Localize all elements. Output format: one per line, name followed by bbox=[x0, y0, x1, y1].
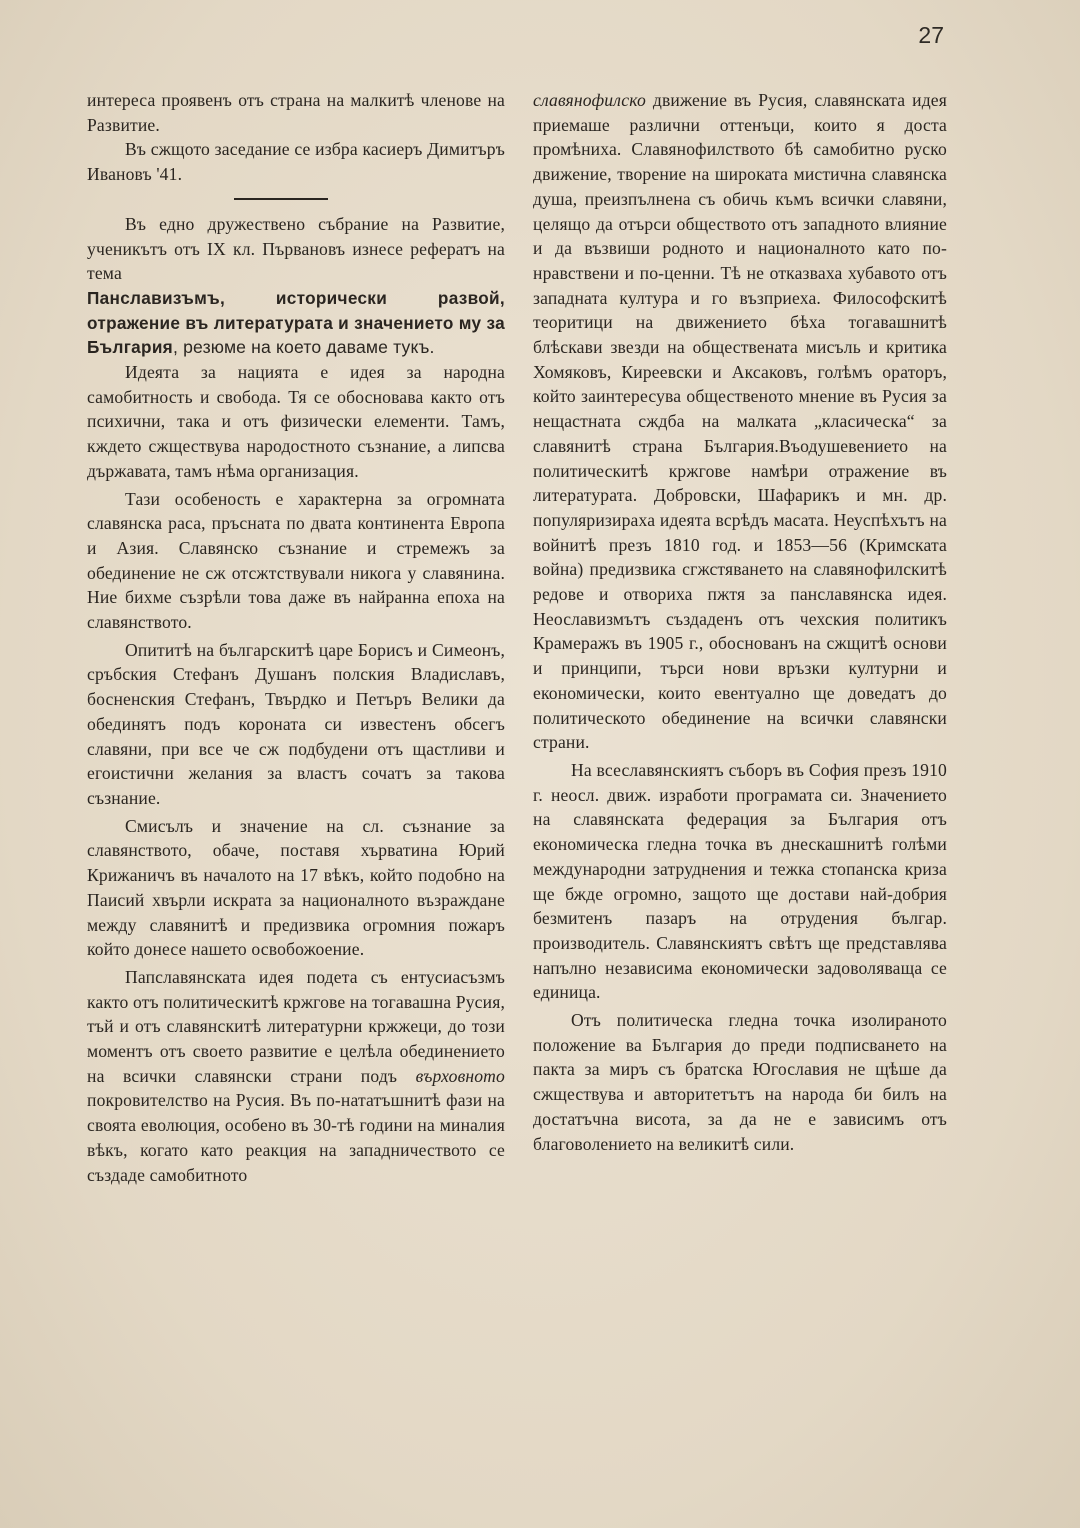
paragraph-political-view: Отъ политическа гледна точка изолираното положение ва България до преди подписването на пакта за миръ съ братска Югославия не щѣше да сжществува и авторитетътъ на народа би билъ на достатъчна висота, за да не е зависимъ отъ благоволението на великитѣ сили. bbox=[533, 1010, 947, 1154]
page-number: 27 bbox=[918, 22, 944, 48]
paragraph-nation-idea: Идеята за нацията е идея за народна самобитность и свобода. Тя се обосновава както отъ психични, така и отъ физически елементи. Тамъ, кждето сжществува народостното съзнание, а липсва държавата, тамъ нѣма организация. bbox=[87, 362, 505, 481]
emphasis-text: върховното bbox=[415, 1065, 505, 1086]
paragraph-sofia-congress: На всеславянскиятъ съборъ въ София презъ 1910 г. неосл. движ. изработи програмата си. Значението на славянската федерация за България отъ економическа гледна точка въ днескашнитѣ голѣми международни затруднения и тежка стопанска криза ще бжде огромно, защото ще достави най-добрия безмитенъ пазаръ на отрудения българ. производитель. Славянскиятъ свѣтъ ще представлява напълно независима економически задоволяваща се единица. bbox=[533, 759, 947, 1003]
paragraph-krizhanich: Смисълъ и значение на сл. съзнание за славянството, обаче, поставя хърватина Юрий Крижаничъ въ началото на 17 вѣкъ, който подобно на Паисий хвърли искрата за националното възраждане между славянитѣ и предизвика огромния пожаръ който донесе нашето освобожоение. bbox=[87, 815, 505, 960]
text-run: движение въ Русия, славянската идея приемаше различни оттенъци, които я доста промѣниха. Славянофилството бѣ самобитно руско движение, творение на широката мистична славянска душа, преизпълнена съ обичь къмъ всички славяни, целящо да отърси обществото отъ западното влияние и да възвиши родното и националното като по-нравствени и по-ценни. Тѣ не отказваха хубавото отъ западната култура и го възприеха. Философскитѣ теоритици на движението бѣха тогавашнитѣ блѣскави звезди на обществената мисъль и критика Хомяковъ, Киреевски и Аксаковъ, голѣмъ ораторъ, който заинтересува общественото мнение въ Русия за нещастната сждба на малката „класическа“ за славянитѣ страна България.Въодушевението на политическитѣ кржгове намѣри отражение въ литературата. Добровски, Шафарикъ и мн. др. популяризираха идеята всрѣдъ масата. Неуспѣхътъ на войнитѣ презъ 1810 год. и 1853—56 (Кримската война) предизвика сгжстяването на славянофилскитѣ редове и отвориха пжтя за панславянска идея. Неославизмътъ създаденъ отъ чехския политикъ Крамеражъ въ 1905 г., обоснованъ на сжщитѣ основи и принципи, търси нови връзки културни и економически, които евентуално ще доведатъ до политическото обединение на всички славянски страни. bbox=[533, 90, 947, 753]
text-run: покровителство на Русия. Въ по-нататъшнитѣ фази на своята еволюция, особено въ 30-тѣ години на миналия вѣкъ, когато като реакция на западничеството се създаде самобитното bbox=[87, 1090, 505, 1185]
paragraph-cashier-election: Въ сжщото заседание се избра касиеръ Димитъръ Ивановъ '41. bbox=[87, 139, 505, 185]
text-run: Папславянската идея подета съ ентусиасъзмъ както отъ политическитѣ кржгове на тогавашна Русия, тъй и отъ славянскитѣ литературни кржжеци, до този моментъ отъ своето развитие е целѣла обединението на всички славянски страни подъ bbox=[87, 966, 505, 1086]
paragraph-continuation: интереса проявенъ отъ страна на малкитѣ членове на Развитие. bbox=[87, 90, 505, 135]
paragraph-panslavic-idea bbox=[87, 965, 505, 1187]
lecture-title: Панславизъмъ, исторически развой, отражение въ литературата и значението му за България bbox=[87, 287, 505, 358]
paragraph-meeting-intro: Въ едно дружествено събрание на Развитие, ученикътъ отъ IX кл. Първановъ изнесе рефератъ на тема bbox=[87, 213, 505, 284]
emphasis-text: славянофилско bbox=[533, 90, 646, 110]
paragraph-slavophile-movement bbox=[533, 88, 947, 755]
lecture-title-block bbox=[87, 286, 505, 360]
lecture-title-tail: , резюме на което даваме тукъ. bbox=[173, 337, 435, 358]
section-divider bbox=[234, 198, 328, 200]
left-column bbox=[87, 88, 505, 1187]
paragraph-slavic-race: Тази особеность е характерна за огромната славянска раса, пръсната по двата континента Европа и Азия. Славянско съзнание и стремежъ за обединение не сж отсжтствували никога у славянина. Ние бихме съзрѣли това даже въ найранна епоха на славянството. bbox=[87, 488, 505, 633]
paragraph-rulers-attempts: Опититѣ на българскитѣ царе Борисъ и Симеонъ, сръбския Стефанъ Душанъ полския Владиславъ, босненския Стефанъ, Твърдко и Петъръ Велики да обединятъ подъ короната си известенъ обсегъ славяни, при все че сж подбудени отъ щастливи и егоистични желания за властъ сочатъ за такова съзнание. bbox=[87, 639, 505, 808]
right-column bbox=[533, 88, 947, 1156]
